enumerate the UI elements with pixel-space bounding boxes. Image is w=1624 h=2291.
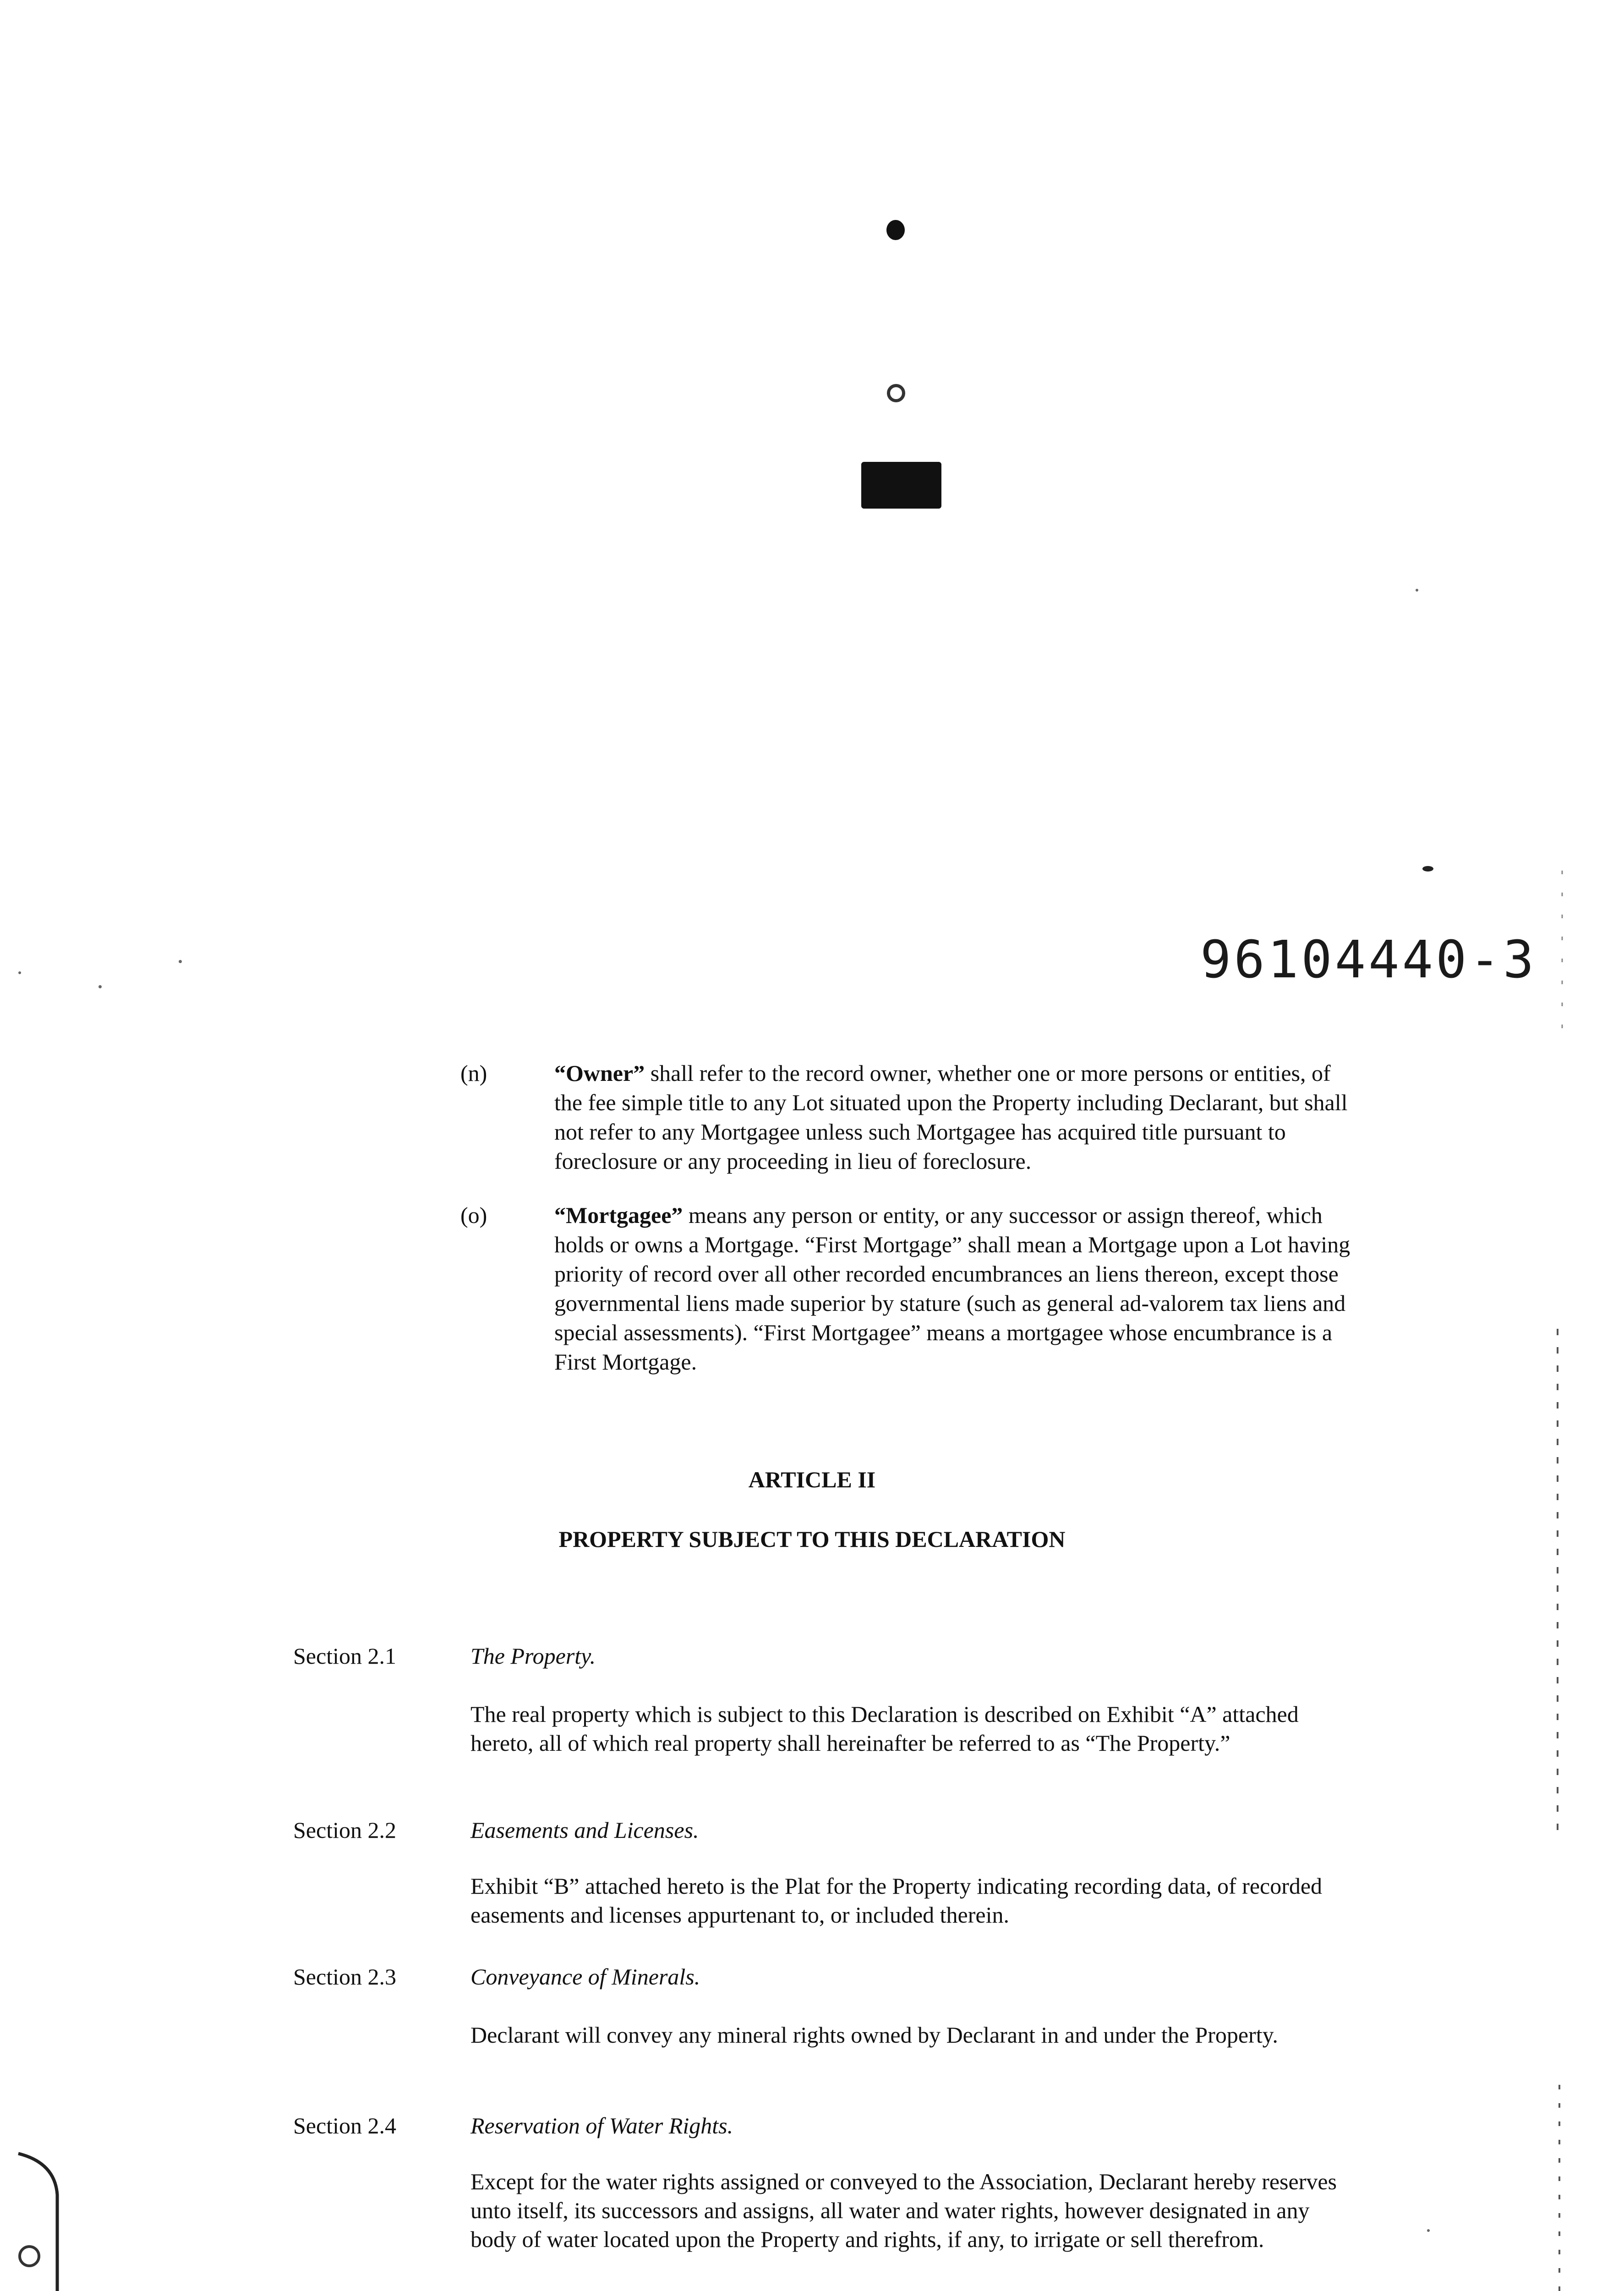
scan-dot (886, 220, 905, 240)
definition-text: shall refer to the record owner, whether one or more persons or entities, of the fee simple title to any Lot situated upon the Property including Declarant, but shall not refer to any Mortgagee unless such Mortgagee has acquired title pursuant to foreclosure or any proceeding in lieu of foreclosure. (554, 1060, 1348, 1174)
redaction-block (861, 462, 941, 509)
section-title: Easements and Licenses. (470, 1817, 699, 1843)
scan-ring (887, 384, 905, 402)
definition-text: means any person or entity, or any successor or assign thereof, which holds or owns a Mortgage. “First Mortgage” shall mean a Mortgage upon a Lot having priority of record over all other recorded encumbrances an liens thereon, except those governmental liens made superior by stature (such as general ad-valorem tax liens and special assessments). “First Mortgagee” means a mortgagee whose encumbrance is a First Mortgage. (554, 1202, 1351, 1375)
definition-mortgagee (460, 1200, 1354, 1376)
definition-term: “Owner” (554, 1060, 645, 1086)
section-label: Section 2.3 (293, 1964, 396, 1990)
definition-term: “Mortgagee” (554, 1202, 683, 1228)
recording-number: 96104440-3 (1200, 930, 1537, 990)
section-body: Declarant will convey any mineral rights owned by Declarant in and under the Property. (470, 2022, 1278, 2048)
definition-owner (460, 1058, 1354, 1176)
scan-speck (1422, 866, 1433, 871)
article-number: ARTICLE II (748, 1467, 876, 1492)
scan-speck (1427, 2229, 1430, 2232)
binder-bracket (0, 2144, 73, 2291)
section-title: Conveyance of Minerals. (470, 1964, 700, 1990)
section-body: The real property which is subject to this Declaration is described on Exhibit “A” attached hereto, all of which real property shall hereinafter be referred to as “The Property.” (470, 1701, 1299, 1756)
section-title: Reservation of Water Rights. (470, 2113, 733, 2138)
scan-speck (98, 985, 102, 988)
scan-edge-marks (1548, 871, 1576, 2291)
scan-speck (1416, 589, 1418, 592)
scan-speck (18, 971, 21, 974)
section-title: The Property. (470, 1643, 596, 1669)
article-title: PROPERTY SUBJECT TO THIS DECLARATION (558, 1526, 1066, 1552)
section-label: Section 2.4 (293, 2113, 396, 2138)
definition-label: (n) (460, 1060, 487, 1086)
section-body: Except for the water rights assigned or conveyed to the Association, Declarant hereby reserves unto itself, its successors and assigns, all water and water rights, however designated in any body of water located upon the Property and rights, if any, to irrigate or sell therefrom. (470, 2169, 1337, 2252)
punch-hole (18, 2245, 40, 2267)
definition-label: (o) (460, 1202, 487, 1228)
section-body: Exhibit “B” attached hereto is the Plat for the Property indicating recording data, of recorded easements and licenses appurtenant to, or included therein. (470, 1873, 1323, 1928)
section-label: Section 2.2 (293, 1817, 396, 1843)
section-label: Section 2.1 (293, 1643, 396, 1669)
scan-speck (179, 960, 182, 963)
